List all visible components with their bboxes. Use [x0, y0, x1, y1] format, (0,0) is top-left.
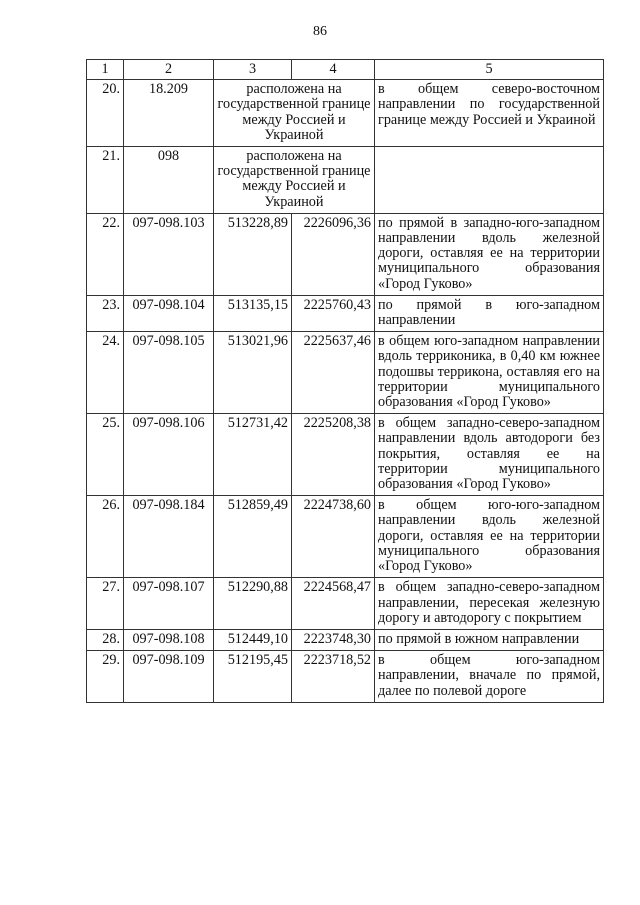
coordinate-y: 2225208,38 — [292, 414, 375, 496]
boundary-description: в общем юго-западном направлении вдоль терриконика, в 0,40 км южнее подошвы терриконa, оставляя его на территории муниципального образования «Город Гуково» — [375, 332, 604, 414]
table-body — [87, 80, 604, 703]
header-cell-4: 4 — [292, 60, 375, 80]
coordinate-x: 512290,88 — [214, 578, 292, 630]
point-id: 097-098.103 — [124, 213, 214, 295]
header-cell-3: 3 — [214, 60, 292, 80]
table-row — [87, 295, 604, 331]
table-row — [87, 496, 604, 578]
point-id: 097-098.184 — [124, 496, 214, 578]
coordinate-y: 2226096,36 — [292, 213, 375, 295]
coordinate-x: 512195,45 — [214, 651, 292, 703]
coordinate-y: 2225760,43 — [292, 295, 375, 331]
coordinate-y: 2224738,60 — [292, 496, 375, 578]
point-id: 097-098.105 — [124, 332, 214, 414]
row-number: 29. — [87, 651, 124, 703]
coordinate-y: 2223718,52 — [292, 651, 375, 703]
table-row — [87, 578, 604, 630]
row-number: 25. — [87, 414, 124, 496]
boundary-description: в общем юго-юго-западном направлении вдоль железной дороги, оставляя ее на территории муниципального образования «Город Гуково» — [375, 496, 604, 578]
row-number: 22. — [87, 213, 124, 295]
boundary-description: в общем западно-северо-западном направлении, пересекая железную дорогу и автодорогу с покрытием — [375, 578, 604, 630]
header-cell-5: 5 — [375, 60, 604, 80]
table-row — [87, 213, 604, 295]
boundary-description: в общем западно-северо-западном направлении вдоль автодороги без покрытия, оставляя ее на территории муниципального образования «Город Гуково» — [375, 414, 604, 496]
page-number: 86 — [313, 24, 327, 39]
row-number: 28. — [87, 629, 124, 650]
coordinate-y: 2225637,46 — [292, 332, 375, 414]
table-row — [87, 147, 604, 214]
table-row — [87, 414, 604, 496]
boundary-description: в общем северо-восточном направлении по государственной границе между Россией и Украиной — [375, 80, 604, 147]
coordinate-x: 512859,49 — [214, 496, 292, 578]
coordinate-x: 513135,15 — [214, 295, 292, 331]
coordinate-y: 2223748,30 — [292, 629, 375, 650]
row-number: 23. — [87, 295, 124, 331]
point-id: 097-098.104 — [124, 295, 214, 331]
header-row — [87, 60, 604, 80]
coordinate-y: 2224568,47 — [292, 578, 375, 630]
row-number: 21. — [87, 147, 124, 214]
table-row — [87, 651, 604, 703]
coordinate-x: 512731,42 — [214, 414, 292, 496]
table-header — [87, 60, 604, 80]
point-id: 097-098.109 — [124, 651, 214, 703]
point-location-note: расположена на государственной границе между Россией и Украиной — [214, 147, 375, 214]
point-id: 098 — [124, 147, 214, 214]
coordinate-x: 513021,96 — [214, 332, 292, 414]
table-row — [87, 80, 604, 147]
boundary-description: по прямой в юго-западном направлении — [375, 295, 604, 331]
boundary-table — [86, 59, 604, 703]
boundary-description — [375, 147, 604, 214]
table-row — [87, 332, 604, 414]
table-row — [87, 629, 604, 650]
point-id: 097-098.108 — [124, 629, 214, 650]
row-number: 27. — [87, 578, 124, 630]
coordinate-x: 512449,10 — [214, 629, 292, 650]
row-number: 24. — [87, 332, 124, 414]
header-cell-2: 2 — [124, 60, 214, 80]
boundary-description: в общем юго-западном направлении, вначале по прямой, далее по полевой дороге — [375, 651, 604, 703]
point-location-note: расположена на государственной границе между Россией и Украиной — [214, 80, 375, 147]
point-id: 097-098.107 — [124, 578, 214, 630]
row-number: 20. — [87, 80, 124, 147]
boundary-description: по прямой в западно-юго-западном направлении вдоль железной дороги, оставляя ее на территории муниципального образования «Город Гуково» — [375, 213, 604, 295]
point-id: 097-098.106 — [124, 414, 214, 496]
coordinate-x: 513228,89 — [214, 213, 292, 295]
point-id: 18.209 — [124, 80, 214, 147]
header-cell-1: 1 — [87, 60, 124, 80]
row-number: 26. — [87, 496, 124, 578]
boundary-description: по прямой в южном направлении — [375, 629, 604, 650]
